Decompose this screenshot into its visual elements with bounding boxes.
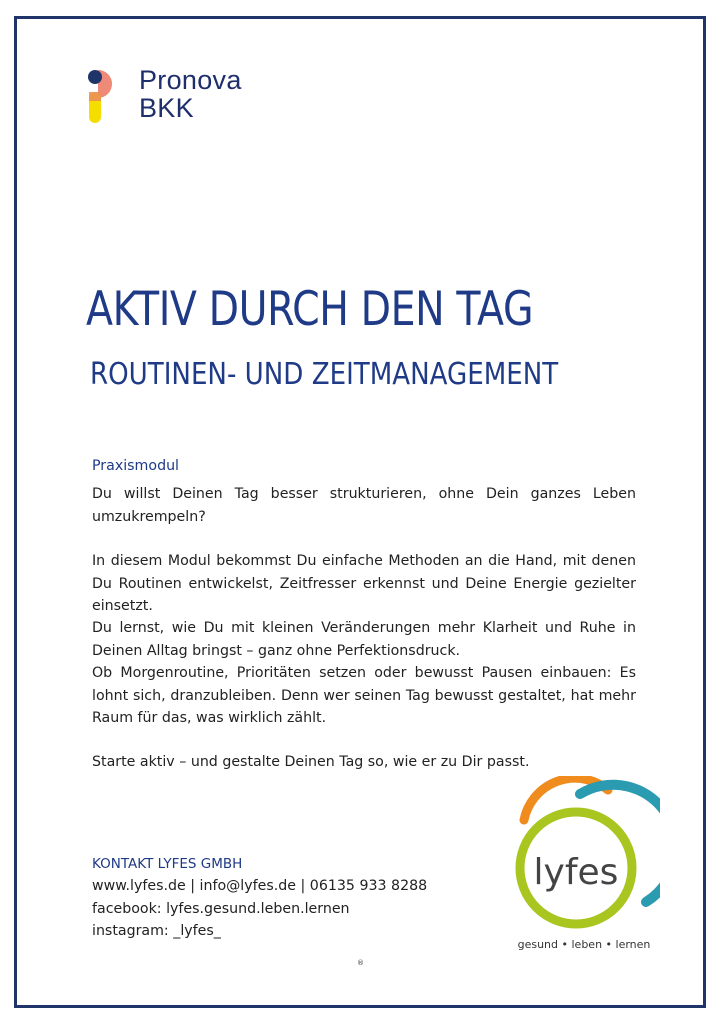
page-title: AKTIV DURCH DEN TAG [86,282,534,337]
pronova-bkk-logo [86,66,266,126]
description-paragraph-2: Du lernst, wie Du mit kleinen Veränderungen mehr Klarheit und Ruhe in Deinen Alltag bringst – ganz ohne Perfektionsdruck. [92,620,636,659]
description-paragraph-3: Ob Morgenroutine, Prioritäten setzen oder bewusst Pausen einbauen: Es lohnt sich, dranzubleiben. Denn wer seinen Tag bewusst gestaltet, hat mehr Raum für das, was wirklich zählt. [92,665,636,727]
contact-block [92,853,427,943]
contact-web-line[interactable]: www.lyfes.de | info@lyfes.de | 06135 933 8288 [92,878,428,895]
closing-line: Starte aktiv – und gestalte Deinen Tag so, wie er zu Dir passt. [92,754,530,771]
lyfes-tagline: gesund • leben • lernen [517,938,651,951]
pronova-mark-icon [86,66,128,124]
contact-facebook[interactable]: facebook: lyfes.gesund.leben.lernen [92,900,350,917]
contact-heading: KONTAKT LYFES GMBH [92,856,243,872]
contact-instagram[interactable]: instagram: _lyfes_ [92,923,221,940]
description-paragraph-1: In diesem Modul bekommst Du einfache Methoden an die Hand, mit denen Du Routinen entwickelst, Zeitfresser erkennst und Deine Energie gezielter einsetzt. [92,553,636,615]
module-description [92,455,636,774]
lyfes-logo [510,776,660,956]
module-label: Praxismodul [92,458,180,474]
brand-name-line1: Pronova [139,65,242,95]
intro-question: Du willst Deinen Tag besser strukturieren, ohne Dein ganzes Leben umzukrempeln? [92,486,636,525]
pronova-wordmark [139,66,242,122]
lyfes-wordmark: lyfes [533,852,619,893]
registered-mark: ® [357,959,364,967]
page-subtitle: ROUTINEN- UND ZEITMANAGEMENT [90,357,559,392]
brand-name-line2: BKK [139,93,194,123]
